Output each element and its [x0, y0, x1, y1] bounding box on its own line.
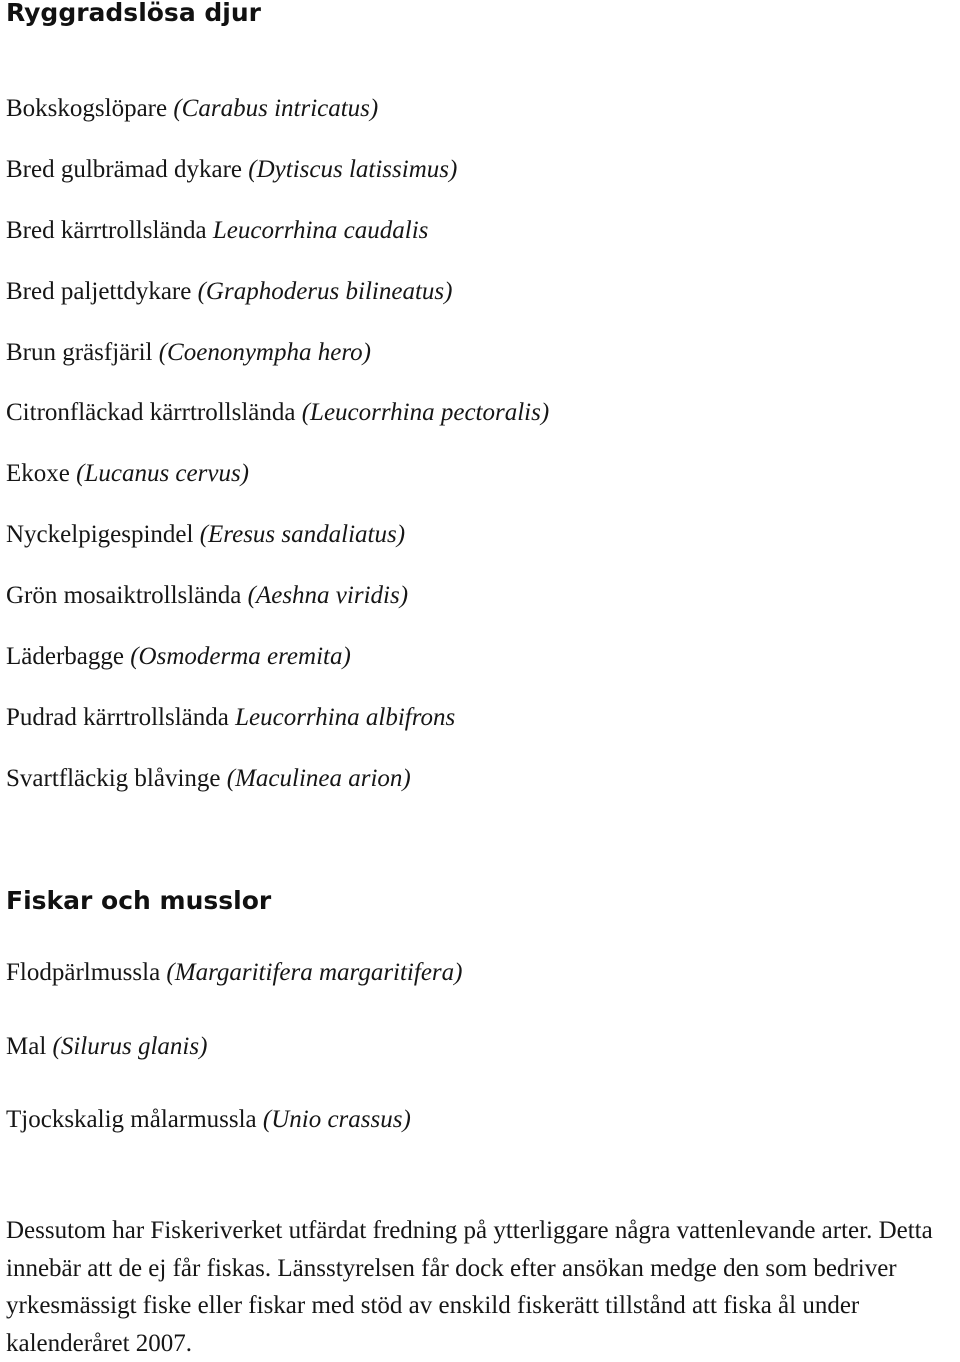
scientific-name: (Lucanus cervus) [76, 460, 250, 487]
common-name: Bred gulbrämad dykare [6, 156, 243, 183]
species-entry [6, 278, 452, 306]
species-entry [6, 765, 411, 793]
scientific-name: (Aeshna viridis) [247, 582, 409, 609]
scientific-name: Leucorrhina caudalis [212, 217, 429, 244]
scientific-name: (Dytiscus latissimus) [248, 156, 458, 183]
species-entry [6, 217, 428, 245]
common-name: Bokskogslöpare [6, 95, 168, 122]
common-name: Bred paljettdykare [6, 278, 192, 305]
species-entry [6, 399, 549, 427]
scientific-name: (Eresus sandaliatus) [199, 521, 406, 548]
common-name: Grön mosaiktrollslända [6, 582, 242, 609]
scientific-name: (Margaritifera margaritifera) [166, 959, 463, 986]
scientific-name: (Maculinea arion) [226, 765, 411, 792]
species-entry [6, 339, 371, 367]
common-name: Citronfläckad kärrtrollslända [6, 399, 296, 426]
common-name: Bred kärrtrollslända [6, 217, 207, 244]
species-entry [6, 460, 249, 488]
species-entry [6, 521, 405, 549]
species-entry [6, 156, 457, 184]
species-entry [6, 582, 408, 610]
info-paragraph: Dessutom har Fiskeriverket utfärdat fredning på ytterliggare några vattenlevande arter. Detta innebär att de ej får fiskas. Länsstyrelsen får dock efter ansökan medge den som bedriver yrkesmässigt fiske eller fiskar med stöd av enskild fiskerätt tillstånd att fiska ål under kalenderåret 2007. [6, 1217, 933, 1357]
scientific-name: (Osmoderma eremita) [130, 643, 351, 670]
species-entry [6, 643, 351, 671]
species-entry [6, 95, 378, 123]
common-name: Ekoxe [6, 460, 70, 487]
species-entry [6, 1033, 207, 1061]
common-name: Nyckelpigespindel [6, 521, 194, 548]
section-title-fish-mussels: Fiskar och musslor [6, 886, 272, 915]
scientific-name: (Coenonympha hero) [158, 339, 371, 366]
common-name: Svartfläckig blåvinge [6, 765, 221, 792]
common-name: Flodpärlmussla [6, 959, 161, 986]
common-name: Läderbagge [6, 643, 124, 670]
scientific-name: (Carabus intricatus) [173, 95, 379, 122]
scientific-name: (Leucorrhina pectoralis) [301, 399, 550, 426]
common-name: Tjockskalig målarmussla [6, 1106, 257, 1133]
common-name: Mal [6, 1033, 47, 1060]
section-title-invertebrates: Ryggradslösa djur [6, 0, 261, 27]
scientific-name: (Graphoderus bilineatus) [197, 278, 453, 305]
species-entry [6, 1106, 411, 1134]
scientific-name: Leucorrhina albifrons [235, 704, 456, 731]
species-entry [6, 959, 462, 987]
scientific-name: (Unio crassus) [262, 1106, 411, 1133]
species-entry [6, 704, 455, 732]
scientific-name: (Silurus glanis) [52, 1033, 208, 1060]
common-name: Pudrad kärrtrollslända [6, 704, 229, 731]
common-name: Brun gräsfjäril [6, 339, 153, 366]
